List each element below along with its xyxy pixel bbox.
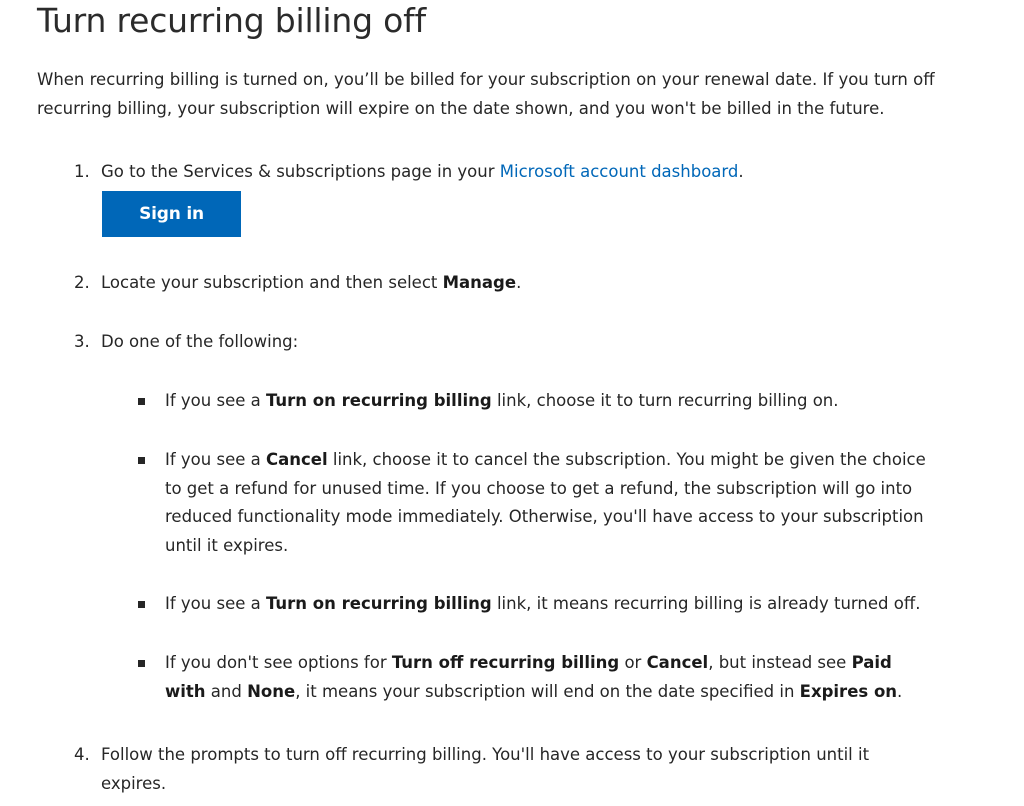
- bullet-square-icon: [138, 398, 145, 405]
- text-segment: If you don't see options for: [165, 653, 392, 672]
- step-text-before: Locate your subscription and then select: [101, 273, 443, 292]
- bold-term: Expires on: [799, 681, 898, 701]
- step-text: Follow the prompts to turn off recurring billing. You'll have access to your subscription until it expires.: [101, 745, 870, 793]
- step-text: [101, 158, 901, 187]
- step-2: [74, 269, 914, 298]
- list-item-text: [165, 387, 930, 416]
- text-segment: , it means your subscription will end on the date specified in: [295, 681, 800, 701]
- text-segment: link, it means recurring billing is already turned off.: [491, 594, 921, 613]
- step-3: [74, 328, 914, 357]
- step-text-before: Go to the Services & subscriptions page in your: [101, 162, 500, 181]
- step-text: [101, 269, 901, 298]
- text-segment: link, choose it to cancel the subscription. You might be given the choice to get a refund for unused time. If you choose to get a refund, the subscription will go into reduced functionality mode immediately. Otherwise, you'll have access to your subscription until it expires.: [165, 450, 926, 555]
- step-number: 1.: [74, 162, 90, 181]
- page-title: Turn recurring billing off: [37, 1, 426, 40]
- step-number: 2.: [74, 273, 90, 292]
- sign-in-button[interactable]: Sign in: [102, 191, 241, 237]
- bold-term: Paid with: [165, 653, 892, 701]
- manage-label: Manage: [442, 273, 517, 292]
- step-text-after: .: [516, 273, 522, 292]
- text-segment: or: [619, 653, 647, 672]
- bold-term: Turn on recurring billing: [265, 391, 492, 410]
- step-1: [74, 158, 914, 187]
- bullet-square-icon: [138, 457, 145, 464]
- list-item-text: [165, 590, 930, 619]
- text-segment: and: [205, 681, 248, 701]
- text-segment: If you see a: [165, 391, 266, 410]
- list-item-text: [165, 446, 930, 560]
- text-segment: If you see a: [165, 594, 266, 613]
- step-text: Do one of the following:: [101, 332, 299, 351]
- bullet-square-icon: [138, 660, 145, 667]
- step-text-after: .: [738, 162, 744, 181]
- text-segment: , but instead see: [708, 653, 852, 672]
- step-number: 4.: [74, 745, 90, 764]
- step-number: 3.: [74, 332, 90, 351]
- intro-paragraph: When recurring billing is turned on, you’ll be billed for your subscription on your renewal date. If you turn off recurring billing, your subscription will expire on the date shown, and you won't be billed in the future.: [37, 70, 935, 118]
- bold-term: Turn off recurring billing: [391, 653, 620, 672]
- microsoft-account-dashboard-link[interactable]: Microsoft account dashboard: [499, 162, 739, 181]
- bold-term: Turn on recurring billing: [265, 594, 492, 613]
- text-segment: .: [897, 681, 903, 701]
- text-segment: link, choose it to turn recurring billing on.: [491, 391, 839, 410]
- bold-term: None: [247, 681, 296, 701]
- text-segment: If you see a: [165, 450, 266, 469]
- bold-term: Cancel: [265, 450, 328, 469]
- step-4: [74, 741, 914, 793]
- bold-term: Cancel: [646, 653, 709, 672]
- list-item-text: [165, 649, 930, 706]
- bullet-square-icon: [138, 601, 145, 608]
